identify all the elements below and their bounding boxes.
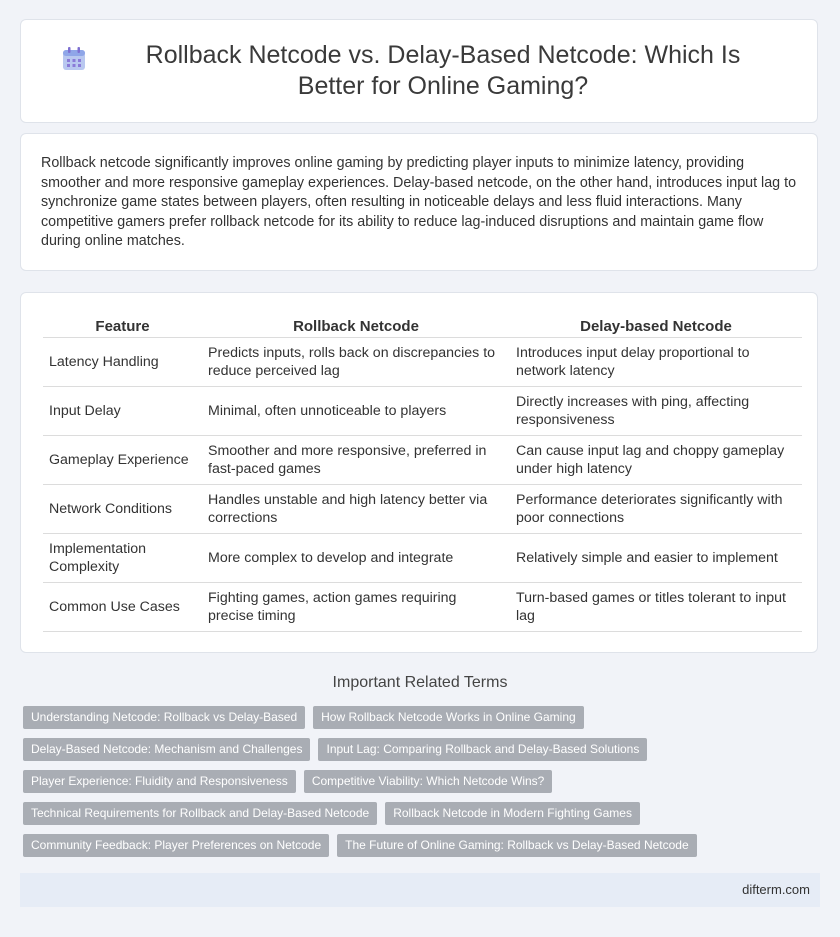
related-terms-list — [23, 706, 813, 866]
tag-row — [23, 706, 813, 729]
table-cell: Introduces input delay proportional to network latency — [510, 338, 802, 387]
tag-row — [23, 802, 813, 825]
tag-row — [23, 738, 813, 761]
header-delay: Delay-based Netcode — [510, 313, 802, 338]
title-wrap — [21, 40, 817, 102]
table-cell: Latency Handling — [43, 338, 202, 387]
header-feature: Feature — [43, 313, 202, 338]
table-row — [43, 338, 802, 387]
related-term-tag[interactable]: Input Lag: Comparing Rollback and Delay-Based Solutions — [318, 738, 647, 761]
tag-row — [23, 770, 813, 793]
table-cell: Predicts inputs, rolls back on discrepancies to reduce perceived lag — [202, 338, 510, 387]
related-term-tag[interactable]: How Rollback Netcode Works in Online Gaming — [313, 706, 584, 729]
intro-card — [20, 133, 818, 271]
table-cell: More complex to develop and integrate — [202, 534, 510, 583]
table-cell: Input Delay — [43, 387, 202, 436]
table-row — [43, 387, 802, 436]
table-row — [43, 583, 802, 632]
table-cell: Minimal, often unnoticeable to players — [202, 387, 510, 436]
related-term-tag[interactable]: Understanding Netcode: Rollback vs Delay-Based — [23, 706, 305, 729]
related-terms-title: Important Related Terms — [332, 674, 508, 691]
comparison-card — [20, 292, 818, 653]
table-cell: Implementation Complexity — [43, 534, 202, 583]
related-term-tag[interactable]: Rollback Netcode in Modern Fighting Games — [385, 802, 640, 825]
table-cell: Can cause input lag and choppy gameplay under high latency — [510, 436, 802, 485]
table-cell: Relatively simple and easier to implement — [510, 534, 802, 583]
page-title: Rollback Netcode vs. Delay-Based Netcode: Which Is Better for Online Gaming? — [145, 41, 741, 100]
table-cell: Common Use Cases — [43, 583, 202, 632]
table-row — [43, 436, 802, 485]
related-term-tag[interactable]: Player Experience: Fluidity and Responsiveness — [23, 770, 296, 793]
related-term-tag[interactable]: Competitive Viability: Which Netcode Wins? — [304, 770, 553, 793]
table-cell: Gameplay Experience — [43, 436, 202, 485]
tag-row — [23, 834, 813, 857]
calendar-icon — [61, 46, 87, 72]
comparison-table — [43, 313, 802, 632]
table-cell: Fighting games, action games requiring precise timing — [202, 583, 510, 632]
table-cell: Performance deteriorates significantly with poor connections — [510, 485, 802, 534]
table-row — [43, 485, 802, 534]
header-card — [20, 19, 818, 123]
table-cell: Handles unstable and high latency better via corrections — [202, 485, 510, 534]
site-name[interactable]: difterm.com — [742, 882, 810, 897]
table-row — [43, 534, 802, 583]
related-term-tag[interactable]: Delay-Based Netcode: Mechanism and Challenges — [23, 738, 310, 761]
table-cell: Directly increases with ping, affecting responsiveness — [510, 387, 802, 436]
related-term-tag[interactable]: Technical Requirements for Rollback and Delay-Based Netcode — [23, 802, 377, 825]
related-term-tag[interactable]: Community Feedback: Player Preferences on Netcode — [23, 834, 329, 857]
intro-text: Rollback netcode significantly improves online gaming by predicting player inputs to minimize latency, providing smoother and more responsive gameplay experiences. Delay-based netcode, on the other hand, introduces input lag to synchronize game states between players, often resulting in noticeable delays and less fluid interactions. Many competitive gamers prefer rollback netcode for its ability to reduce lag-induced disruptions and maintain game flow during online matches. — [41, 155, 797, 250]
footer — [20, 873, 820, 907]
related-term-tag[interactable]: The Future of Online Gaming: Rollback vs Delay-Based Netcode — [337, 834, 697, 857]
table-cell: Network Conditions — [43, 485, 202, 534]
table-cell: Turn-based games or titles tolerant to input lag — [510, 583, 802, 632]
header-rollback: Rollback Netcode — [202, 313, 510, 338]
table-cell: Smoother and more responsive, preferred in fast-paced games — [202, 436, 510, 485]
table-header-row — [43, 313, 802, 338]
